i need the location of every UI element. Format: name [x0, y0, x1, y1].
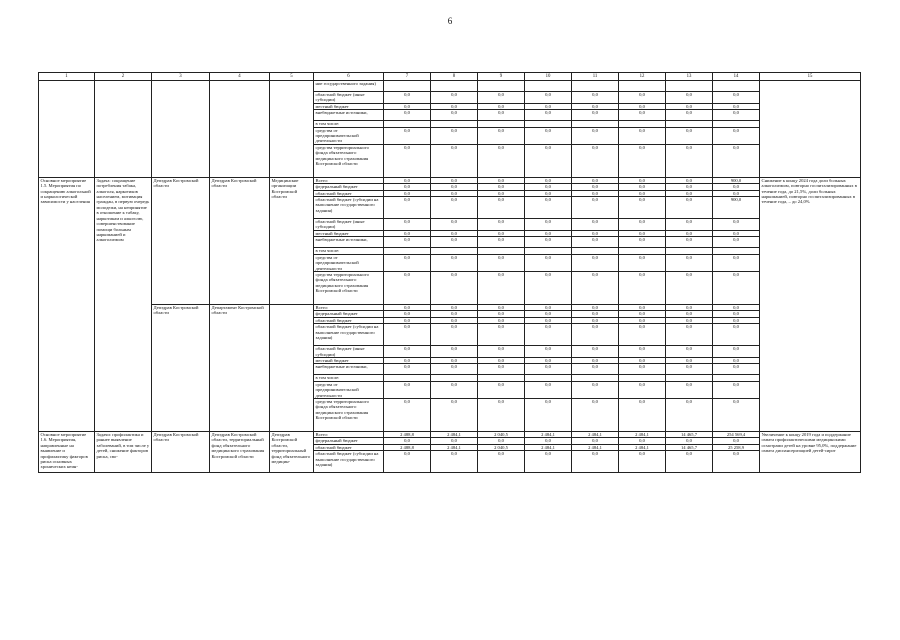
column-header: 13 — [666, 73, 713, 81]
value-cell: 0,0 — [384, 230, 431, 236]
column-header: 8 — [431, 73, 478, 81]
value-cell: 0,0 — [666, 110, 713, 121]
value-cell: 0,0 — [431, 311, 478, 317]
value-cell: 2 484,1 — [619, 444, 666, 450]
source-label: областной бюджет — [314, 444, 384, 450]
value-cell: 0,0 — [431, 381, 478, 398]
source-label: средства территориального фонда обязательного медицинского страхования Костромской области — [314, 271, 384, 304]
value-cell: 0,0 — [431, 438, 478, 444]
source-label: средства территориального фонда обязательного медицинского страхования Костромской области — [314, 398, 384, 431]
value-cell: 0,0 — [713, 271, 760, 304]
value-cell: 0,0 — [572, 190, 619, 196]
value-cell: 0,0 — [478, 127, 525, 144]
value-cell: 0,0 — [619, 346, 666, 358]
value-cell: 0,0 — [666, 438, 713, 444]
value-cell: 0,0 — [666, 103, 713, 109]
value-cell: 0,0 — [384, 438, 431, 444]
value-cell: 2 484,1 — [572, 444, 619, 450]
value-cell: 0,0 — [525, 177, 572, 183]
value-cell: 0,0 — [666, 451, 713, 473]
value-cell: 0,0 — [525, 190, 572, 196]
value-cell: 0,0 — [478, 177, 525, 183]
value-cell: 0,0 — [525, 271, 572, 304]
value-cell: 0,0 — [666, 346, 713, 358]
value-cell: 0,0 — [666, 357, 713, 363]
value-cell: 0,0 — [431, 357, 478, 363]
value-cell: 14 465,7 — [666, 444, 713, 450]
source-label: в том числе: — [314, 248, 384, 254]
activity-cell — [39, 81, 95, 178]
value-cell: 0,0 — [384, 177, 431, 183]
value-cell: 0,0 — [572, 346, 619, 358]
value-cell: 0,0 — [384, 346, 431, 358]
value-cell: 0,0 — [572, 438, 619, 444]
value-cell: 0,0 — [572, 451, 619, 473]
result-1-5: Снижение к концу 2024 года доли больных алкоголизмом, повторно госпитализированных в течение года, до 21,5%, доли больных наркоманией, повторно госпитализированных в течение года, – до 24,0% — [760, 177, 861, 431]
value-cell: 0,0 — [666, 92, 713, 104]
task-1-6: Задачи: профилактика и раннее выявление заболеваний, в том числе у детей, снижение факторов риска, сво- — [95, 431, 152, 472]
participant-1-6: Депздрав Костромской области, территориальный фонд обязательного медицин- — [270, 431, 314, 472]
value-cell: 0,0 — [478, 254, 525, 271]
value-cell: 0,0 — [384, 184, 431, 190]
value-cell: 0,0 — [619, 451, 666, 473]
value-cell: 2 484,1 — [572, 431, 619, 437]
executor-1-6: Депздрав Костромской области, территориальный фонд обязательного медицинского страхования Костромской области — [210, 431, 270, 472]
value-cell: 0,0 — [525, 364, 572, 375]
source-label: средства территориального фонда обязательного медицинского страхования Костромской области — [314, 144, 384, 177]
column-header: 6 — [314, 73, 384, 81]
value-cell: 0,0 — [666, 127, 713, 144]
value-cell: 0,0 — [619, 254, 666, 271]
value-cell: 0,0 — [713, 127, 760, 144]
value-cell: 0,0 — [525, 317, 572, 323]
source-label: внебюджетные источники, — [314, 110, 384, 121]
source-label: областной бюджет (иные субсидии) — [314, 219, 384, 231]
value-cell: 0,0 — [478, 438, 525, 444]
participant-1-5b — [270, 304, 314, 431]
value-cell: 2 484,1 — [525, 444, 572, 450]
value-cell: 0,0 — [431, 190, 478, 196]
value-cell: 0,0 — [478, 271, 525, 304]
value-cell: 0,0 — [384, 317, 431, 323]
value-cell: 0,0 — [384, 197, 431, 219]
value-cell — [431, 81, 478, 92]
source-label: областной бюджет — [314, 190, 384, 196]
value-cell: 0,0 — [666, 304, 713, 310]
value-cell: 0,0 — [666, 237, 713, 248]
coordinator-1-6: Депздрав Костромской области — [152, 431, 210, 472]
value-cell: 0,0 — [525, 451, 572, 473]
value-cell: 0,0 — [713, 357, 760, 363]
page-number: 6 — [447, 16, 453, 26]
value-cell: 0,0 — [384, 144, 431, 177]
value-cell: 0,0 — [525, 357, 572, 363]
source-label: ние государственного задания) — [314, 81, 384, 92]
value-cell: 0,0 — [713, 103, 760, 109]
value-cell: 0,0 — [572, 219, 619, 231]
value-cell: 0,0 — [431, 364, 478, 375]
value-cell: 0,0 — [713, 219, 760, 231]
column-header: 1 — [39, 73, 95, 81]
value-cell: 0,0 — [431, 219, 478, 231]
value-cell: 0,0 — [666, 381, 713, 398]
value-cell: 0,0 — [572, 110, 619, 121]
value-cell: 0,0 — [666, 197, 713, 219]
budget-table — [38, 72, 861, 473]
value-cell: 2 040,5 — [478, 431, 525, 437]
value-cell: 0,0 — [666, 190, 713, 196]
value-cell: 0,0 — [525, 254, 572, 271]
value-cell: 0,0 — [478, 364, 525, 375]
value-cell: 0,0 — [619, 438, 666, 444]
value-cell: 0,0 — [525, 184, 572, 190]
value-cell — [384, 81, 431, 92]
source-label: областной бюджет — [314, 317, 384, 323]
task-cell — [95, 81, 152, 178]
value-cell: 0,0 — [525, 230, 572, 236]
value-cell: 0,0 — [572, 304, 619, 310]
source-label: местный бюджет — [314, 357, 384, 363]
value-cell: 0,0 — [713, 92, 760, 104]
value-cell: 0,0 — [478, 398, 525, 431]
value-cell: 0,0 — [666, 271, 713, 304]
value-cell: 0,0 — [431, 254, 478, 271]
value-cell: 0,0 — [666, 317, 713, 323]
value-cell: 0,0 — [384, 271, 431, 304]
value-cell — [478, 81, 525, 92]
value-cell: 0,0 — [619, 381, 666, 398]
participant-1-5a: Медицинские организации Костромской области — [270, 177, 314, 304]
value-cell: 0,0 — [713, 304, 760, 310]
value-cell: 0,0 — [666, 219, 713, 231]
value-cell: 0,0 — [384, 304, 431, 310]
value-cell: 0,0 — [713, 381, 760, 398]
column-header: 14 — [713, 73, 760, 81]
value-cell: 2 484,1 — [431, 431, 478, 437]
value-cell: 0,0 — [478, 237, 525, 248]
source-label: областной бюджет (субсидии на выполнение государственного задания) — [314, 451, 384, 473]
value-cell: 0,0 — [619, 317, 666, 323]
value-cell: 0,0 — [713, 144, 760, 177]
value-cell: 0,0 — [619, 271, 666, 304]
value-cell: 0,0 — [572, 317, 619, 323]
value-cell: 0,0 — [431, 346, 478, 358]
value-cell: 0,0 — [619, 324, 666, 346]
activity-1-6: Основное мероприятие 1.6. Мероприятия, направленные на выявление и профилактику факторов риска основных хронических неин- — [39, 431, 95, 472]
value-cell: 0,0 — [619, 177, 666, 183]
value-cell — [619, 81, 666, 92]
value-cell: 0,0 — [619, 144, 666, 177]
executor-1-5b: Департамент Костромской области — [210, 304, 270, 431]
source-label: областной бюджет (субсидии на выполнение государственного задания) — [314, 324, 384, 346]
value-cell: 0,0 — [666, 177, 713, 183]
value-cell: 2 488,8 — [384, 431, 431, 437]
value-cell: 0,0 — [619, 357, 666, 363]
value-cell: 0,0 — [525, 127, 572, 144]
value-cell: 0,0 — [525, 237, 572, 248]
result-cell — [760, 81, 861, 178]
value-cell: 0,0 — [478, 357, 525, 363]
table-row — [39, 431, 861, 437]
value-cell: 254 569,4 — [713, 431, 760, 437]
value-cell: 0,0 — [478, 346, 525, 358]
executor-cell — [210, 81, 270, 178]
value-cell: 0,0 — [431, 398, 478, 431]
value-cell: 0,0 — [431, 324, 478, 346]
value-cell: 0,0 — [384, 311, 431, 317]
value-cell: 0,0 — [478, 110, 525, 121]
value-cell: 0,0 — [431, 317, 478, 323]
source-label: внебюджетные источники, — [314, 237, 384, 248]
value-cell: 0,0 — [384, 103, 431, 109]
value-cell: 0,0 — [525, 398, 572, 431]
value-cell: 0,0 — [619, 237, 666, 248]
value-cell: 0,0 — [431, 184, 478, 190]
value-cell — [525, 81, 572, 92]
value-cell: 0,0 — [713, 311, 760, 317]
source-label: местный бюджет — [314, 230, 384, 236]
value-cell: 0,0 — [478, 304, 525, 310]
source-label: местный бюджет — [314, 103, 384, 109]
value-cell: 0,0 — [384, 324, 431, 346]
value-cell: 0,0 — [384, 127, 431, 144]
value-cell: 0,0 — [713, 230, 760, 236]
source-label: Всего: — [314, 431, 384, 437]
table-row — [39, 73, 861, 81]
value-cell: 0,0 — [572, 237, 619, 248]
value-cell: 0,0 — [572, 177, 619, 183]
value-cell: 0,0 — [572, 311, 619, 317]
value-cell: 0,0 — [713, 364, 760, 375]
source-label: федеральный бюджет — [314, 438, 384, 444]
value-cell: 0,0 — [713, 110, 760, 121]
executor-1-5a: Депздрав Костромской области — [210, 177, 270, 304]
value-cell: 0,0 — [431, 92, 478, 104]
value-cell: 0,0 — [713, 237, 760, 248]
column-header: 12 — [619, 73, 666, 81]
value-cell: 0,0 — [384, 237, 431, 248]
value-cell: 0,0 — [619, 230, 666, 236]
table-body — [39, 73, 861, 473]
source-label: Всего: — [314, 304, 384, 310]
column-header: 4 — [210, 73, 270, 81]
value-cell: 0,0 — [713, 451, 760, 473]
value-cell: 0,0 — [431, 237, 478, 248]
column-header: 2 — [95, 73, 152, 81]
value-cell: 0,0 — [619, 398, 666, 431]
value-cell: 0,0 — [525, 103, 572, 109]
value-cell: 0,0 — [431, 127, 478, 144]
value-cell: 0,0 — [478, 311, 525, 317]
value-cell: 0,0 — [384, 110, 431, 121]
value-cell: 0,0 — [478, 103, 525, 109]
value-cell: 0,0 — [525, 381, 572, 398]
value-cell: 0,0 — [572, 357, 619, 363]
value-cell: 0,0 — [666, 184, 713, 190]
source-label: областной бюджет (субсидии на выполнение государственного задания) — [314, 197, 384, 219]
value-cell: 0,0 — [525, 346, 572, 358]
value-cell: 0,0 — [572, 127, 619, 144]
value-cell: 0,0 — [478, 381, 525, 398]
value-cell: 0,0 — [619, 197, 666, 219]
source-label: областной бюджет (иные субсидии) — [314, 92, 384, 104]
value-cell: 0,0 — [666, 324, 713, 346]
value-cell: 0,0 — [384, 92, 431, 104]
value-cell: 0,0 — [666, 311, 713, 317]
value-cell: 0,0 — [619, 184, 666, 190]
task-1-5: Задача: сокращение потребления табака, алкоголя, наркотиков населением, мотивация граждан, в первую очередь молодежи, на непринятие в отношение к табаку, наркотикам и алкоголю, совершенствование помощи больным наркоманией и алкоголизмом — [95, 177, 152, 431]
column-header: 10 — [525, 73, 572, 81]
value-cell: 900,0 — [713, 197, 760, 219]
value-cell: 25 258,9 — [713, 444, 760, 450]
value-cell: 0,0 — [572, 230, 619, 236]
value-cell: 0,0 — [431, 144, 478, 177]
value-cell: 0,0 — [525, 92, 572, 104]
value-cell: 0,0 — [713, 184, 760, 190]
value-cell: 0,0 — [431, 103, 478, 109]
value-cell: 0,0 — [478, 451, 525, 473]
source-label: средства от предпринимательской деятельности — [314, 381, 384, 398]
value-cell: 0,0 — [478, 92, 525, 104]
column-header: 15 — [760, 73, 861, 81]
value-cell: 0,0 — [713, 398, 760, 431]
value-cell: 0,0 — [666, 254, 713, 271]
table-row — [39, 81, 861, 92]
value-cell: 0,0 — [713, 324, 760, 346]
value-cell: 0,0 — [478, 190, 525, 196]
value-cell: 0,0 — [572, 324, 619, 346]
coordinator-cell — [152, 81, 210, 178]
participant-cell — [270, 81, 314, 178]
value-cell: 0,0 — [431, 230, 478, 236]
value-cell: 14 465,7 — [666, 431, 713, 437]
result-1-6: Увеличение к концу 2019 года и поддержание охвата профилактическими медицинскими осмотрами детей на уровне 95,0%, поддержание охвата диспансеризацией детей-сирот — [760, 431, 861, 472]
value-cell: 0,0 — [619, 110, 666, 121]
value-cell: 0,0 — [713, 254, 760, 271]
value-cell: 0,0 — [431, 271, 478, 304]
value-cell: 0,0 — [525, 324, 572, 346]
value-cell — [572, 81, 619, 92]
column-header: 7 — [384, 73, 431, 81]
value-cell: 0,0 — [572, 381, 619, 398]
column-header: 11 — [572, 73, 619, 81]
source-label: федеральный бюджет — [314, 311, 384, 317]
value-cell: 0,0 — [478, 184, 525, 190]
activity-1-5: Основное мероприятие 1.5. Мероприятия по сокращению алкогольной и наркологической зависимости у населения — [39, 177, 95, 431]
value-cell: 0,0 — [666, 144, 713, 177]
value-cell: 0,0 — [572, 103, 619, 109]
coordinator-1-5b: Депздрав Костромской области — [152, 304, 210, 431]
value-cell: 2 484,1 — [619, 431, 666, 437]
source-label: средства от предпринимательской деятельности — [314, 127, 384, 144]
value-cell: 0,0 — [525, 438, 572, 444]
source-label: областной бюджет (иные субсидии) — [314, 346, 384, 358]
column-header: 5 — [270, 73, 314, 81]
value-cell: 0,0 — [478, 219, 525, 231]
value-cell: 0,0 — [525, 311, 572, 317]
value-cell: 0,0 — [384, 398, 431, 431]
value-cell: 0,0 — [384, 357, 431, 363]
value-cell: 0,0 — [619, 103, 666, 109]
value-cell: 0,0 — [572, 271, 619, 304]
value-cell: 0,0 — [525, 219, 572, 231]
value-cell: 0,0 — [525, 304, 572, 310]
value-cell: 0,0 — [666, 230, 713, 236]
value-cell: 0,0 — [384, 254, 431, 271]
value-cell: 0,0 — [572, 398, 619, 431]
value-cell: 2 488,8 — [384, 444, 431, 450]
source-label: в том числе: — [314, 121, 384, 127]
value-cell: 2 484,1 — [431, 444, 478, 450]
value-cell — [666, 81, 713, 92]
value-cell: 0,0 — [478, 230, 525, 236]
column-header: 9 — [478, 73, 525, 81]
value-cell: 0,0 — [384, 451, 431, 473]
source-label: федеральный бюджет — [314, 184, 384, 190]
value-cell: 0,0 — [619, 304, 666, 310]
value-cell: 0,0 — [572, 364, 619, 375]
value-cell: 0,0 — [431, 110, 478, 121]
value-cell: 900,0 — [713, 177, 760, 183]
column-header: 3 — [152, 73, 210, 81]
coordinator-1-5a: Депздрав Костромской области — [152, 177, 210, 304]
value-cell: 2 040,5 — [478, 444, 525, 450]
value-cell: 0,0 — [525, 144, 572, 177]
value-cell: 0,0 — [525, 110, 572, 121]
value-cell: 0,0 — [572, 254, 619, 271]
value-cell: 0,0 — [431, 451, 478, 473]
value-cell: 0,0 — [431, 177, 478, 183]
value-cell: 0,0 — [478, 197, 525, 219]
value-cell: 0,0 — [384, 381, 431, 398]
value-cell: 0,0 — [384, 219, 431, 231]
source-label: в том числе: — [314, 375, 384, 381]
value-cell: 0,0 — [713, 317, 760, 323]
value-cell: 0,0 — [431, 197, 478, 219]
value-cell: 0,0 — [572, 184, 619, 190]
value-cell: 0,0 — [619, 92, 666, 104]
value-cell — [713, 81, 760, 92]
source-label: средства от предпринимательской деятельности — [314, 254, 384, 271]
value-cell: 0,0 — [572, 92, 619, 104]
value-cell: 0,0 — [666, 364, 713, 375]
value-cell: 0,0 — [431, 304, 478, 310]
value-cell: 2 484,1 — [525, 431, 572, 437]
value-cell: 0,0 — [384, 364, 431, 375]
value-cell: 0,0 — [572, 197, 619, 219]
value-cell: 0,0 — [619, 219, 666, 231]
value-cell: 0,0 — [478, 324, 525, 346]
value-cell: 0,0 — [713, 190, 760, 196]
value-cell: 0,0 — [384, 190, 431, 196]
value-cell: 0,0 — [525, 197, 572, 219]
value-cell: 0,0 — [713, 346, 760, 358]
value-cell: 0,0 — [619, 311, 666, 317]
source-label: внебюджетные источники, — [314, 364, 384, 375]
value-cell: 0,0 — [619, 364, 666, 375]
value-cell: 0,0 — [478, 317, 525, 323]
value-cell: 0,0 — [572, 144, 619, 177]
value-cell: 0,0 — [478, 144, 525, 177]
value-cell: 0,0 — [619, 127, 666, 144]
source-label: Всего: — [314, 177, 384, 183]
value-cell: 0,0 — [666, 398, 713, 431]
value-cell: 0,0 — [713, 438, 760, 444]
value-cell: 0,0 — [619, 190, 666, 196]
